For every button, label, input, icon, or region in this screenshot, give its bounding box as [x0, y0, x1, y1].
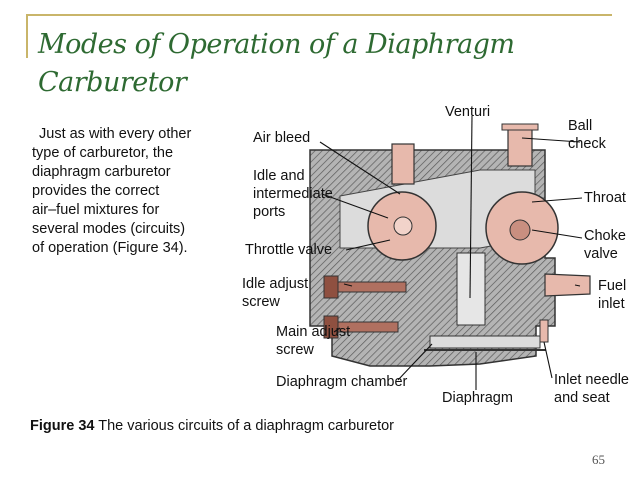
label-inlet-needle-2: and seat [554, 390, 610, 406]
ball-check-cap [502, 124, 538, 130]
left-rule [26, 14, 28, 58]
ball-check-post [508, 126, 532, 166]
caption-text: The various circuits of a diaphragm carburetor [94, 418, 395, 434]
title-line-1: Modes of Operation of a Diaphragm [38, 29, 515, 60]
label-throttle-valve: Throttle valve [245, 242, 333, 258]
diaphragm-chamber [430, 336, 540, 348]
label-fuel-inlet-1: Fuel [598, 278, 627, 294]
label-inlet-needle-1: Inlet needle [554, 372, 629, 388]
body-line: Just as with every other [39, 126, 192, 142]
throttle-shaft [394, 217, 412, 235]
page-number: 65 [592, 452, 605, 467]
air-bleed-post [392, 144, 414, 184]
idle-adjust-screw [336, 282, 406, 292]
label-diaphragm: Diaphragm [442, 390, 513, 406]
title-line-2: Carburetor [38, 67, 187, 98]
label-venturi: Venturi [445, 104, 491, 120]
carburetor-illustration [240, 98, 640, 416]
label-ball-check-2: check [568, 136, 606, 152]
body-line: type of carburetor, the [32, 145, 174, 161]
slide-title [38, 26, 578, 102]
body-line: provides the correct [32, 183, 160, 199]
inlet-needle [540, 320, 548, 342]
body-line: several modes (circuits) [32, 221, 186, 237]
idle-adjust-head [324, 276, 338, 298]
label-diaphragm-chamber: Diaphragm chamber [276, 374, 408, 390]
label-idle-ports-2: intermediate [253, 186, 333, 202]
label-choke-valve-2: valve [584, 246, 618, 262]
label-choke-valve-1: Choke [584, 228, 626, 244]
body-line: diaphragm carburetor [32, 164, 171, 180]
label-main-adjust-2: screw [276, 342, 314, 358]
label-main-adjust-1: Main adjust [276, 324, 351, 340]
label-ball-check-1: Ball [568, 118, 593, 134]
label-idle-adjust-2: screw [242, 294, 280, 310]
top-rule [26, 14, 612, 16]
body-paragraph [32, 125, 240, 258]
label-idle-ports-1: Idle and [253, 168, 305, 184]
label-idle-adjust-1: Idle adjust [242, 276, 309, 292]
fuel-inlet-nozzle [545, 274, 590, 296]
carburetor-diagram [240, 98, 640, 416]
body-line: of operation (Figure 34). [32, 240, 188, 256]
label-air-bleed: Air bleed [253, 130, 311, 146]
caption-label: Figure 34 [30, 418, 95, 434]
leader-inlet-needle [544, 342, 552, 378]
label-throat: Throat [584, 190, 626, 206]
label-fuel-inlet-2: inlet [598, 296, 625, 312]
figure-caption [30, 418, 394, 434]
label-idle-ports-3: ports [253, 204, 286, 220]
body-line: air–fuel mixtures for [32, 202, 160, 218]
venturi-tube [457, 253, 485, 325]
choke-shaft [510, 220, 530, 240]
